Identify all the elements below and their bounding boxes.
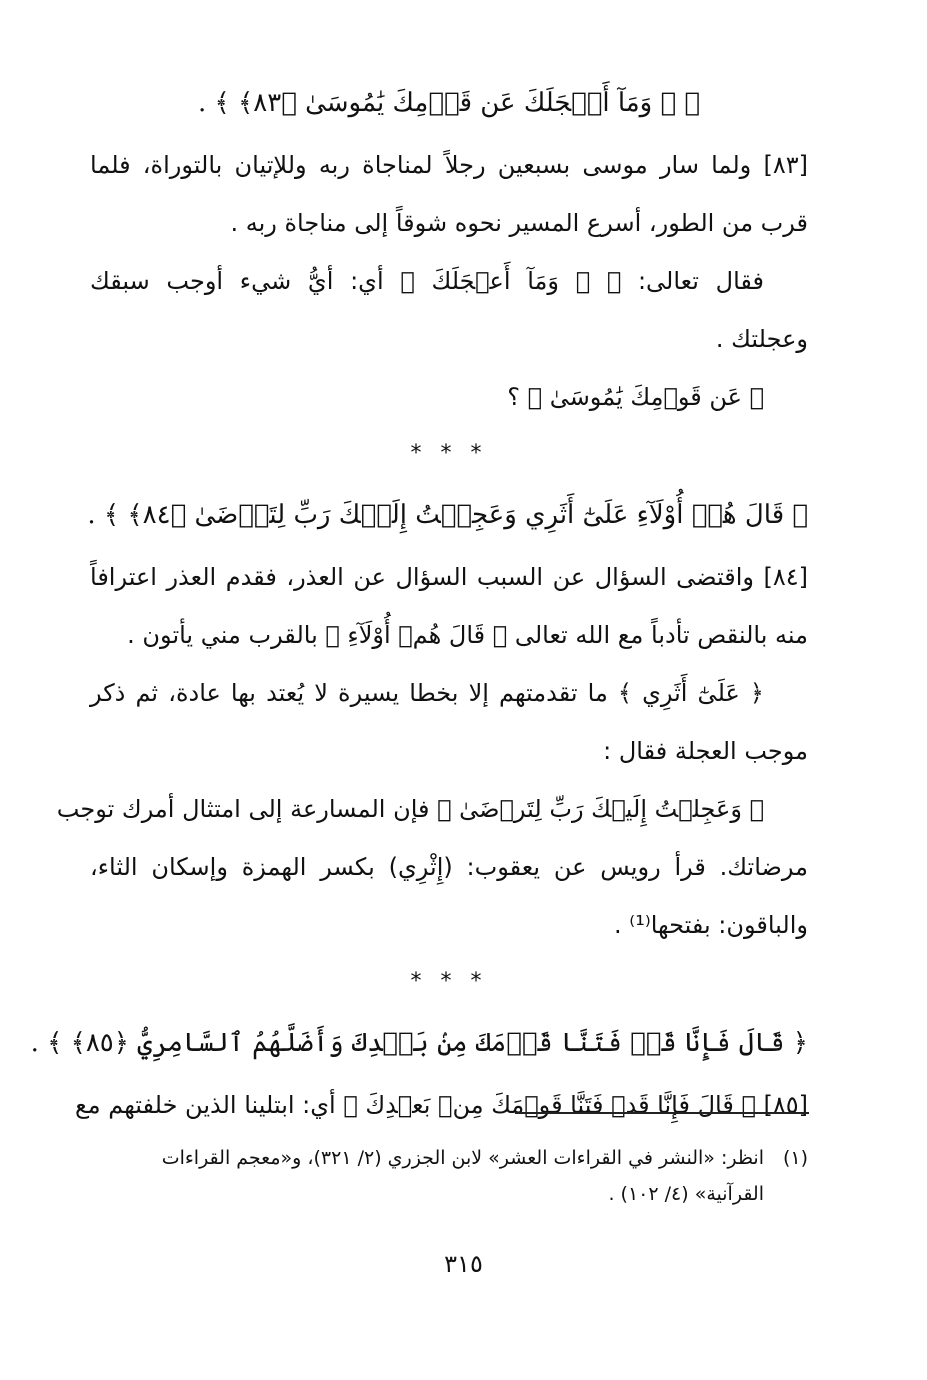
section-separator: * * * bbox=[410, 969, 488, 994]
footnote-number: (١) bbox=[782, 1147, 808, 1169]
footnote-text-1: انظر: «النشر في القراءات العشر» لابن الجزري (٢/ ٣٢١)، و«معجم القراءات bbox=[161, 1147, 764, 1169]
footnote-line-1 bbox=[90, 1140, 808, 1176]
verse-84: ﴿ قَالَ هُمۡ أُوْلَآءِ عَلَىٰٓ أَثَرِي وَعَجِلۡتُ إِلَيۡكَ رَبِّ لِتَرۡضَىٰ ﴿٨٤﴾ ﴾ . bbox=[87, 500, 808, 530]
commentary-85-line-1: [٨٥] ﴿ قَالَ فَإِنَّا قَدۡ فَتَنَّا قَوۡمَكَ مِنۢ بَعۡدِكَ ﴾ أي: ابتلينا الذين خلفتهم مع bbox=[74, 1091, 808, 1119]
commentary-84-line-2: منه بالنقص تأدباً مع الله تعالى ﴿ قَالَ هُمۡ أُوْلَآءِ ﴾ بالقرب مني يأتون . bbox=[127, 621, 808, 649]
verse-83: ﴿ ۞ وَمَآ أَعۡجَلَكَ عَن قَوۡمِكَ يَٰمُوسَىٰ ﴿٨٣﴾ ﴾ . bbox=[198, 88, 700, 118]
commentary-83-line-3: فقال تعالى: ﴿ ۞ وَمَآ أَعۡجَلَكَ ﴾ أي: أيُّ شيء أوجب سبقك bbox=[90, 267, 764, 295]
commentary-83-line-4: وعجلتك . bbox=[715, 325, 808, 353]
commentary-84-line-6: مرضاتك. قرأ رويس عن يعقوب: (إِثْرِي) بكسر الهمزة وإسكان الثاء، bbox=[90, 853, 808, 881]
commentary-84-line-4: موجب العجلة فقال : bbox=[603, 737, 808, 765]
commentary-84-line-7: والباقون: بفتحها⁽¹⁾ . bbox=[614, 911, 808, 939]
footnote-divider bbox=[515, 1112, 809, 1114]
page-body bbox=[30, 70, 808, 1134]
commentary-84-line-1: [٨٤] واقتضى السؤال عن السبب السؤال عن العذر، فقدم العذر اعترافاً bbox=[90, 563, 808, 591]
section-separator: * * * bbox=[410, 441, 488, 466]
commentary-83-line-1: [٨٣] ولما سار موسى بسبعين رجلاً لمناجاة ربه وللإتيان بالتوراة، فلما bbox=[90, 151, 808, 179]
page-number: ٣١٥ bbox=[444, 1250, 483, 1278]
commentary-83-line-5: ﴿ عَن قَوۡمِكَ يَٰمُوسَىٰ ﴾ ؟ bbox=[507, 383, 764, 411]
footnote-line-2: القرآنية» (٤/ ١٠٢) . bbox=[608, 1183, 764, 1205]
commentary-84-line-5: ﴿ وَعَجِلۡتُ إِلَيۡكَ رَبِّ لِتَرۡضَىٰ ﴾ فإن المسارعة إلى امتثال أمرك توجب bbox=[56, 795, 764, 823]
commentary-84-line-3: ﴿ عَلَىٰٓ أَثَرِي ﴾ ما تقدمتهم إلا بخطا يسيرة لا يُعتد بها عادة، ثم ذكر bbox=[90, 679, 764, 707]
footnote bbox=[90, 1140, 808, 1212]
verse-85: ﴿ قَالَ فَإِنَّا قَدۡ فَتَنَّا قَوۡمَكَ مِنۢ بَعۡدِكَ وَأَضَلَّهُمُ ٱلسَّامِرِيُّ ﴿٨٥﴾ ﴾ . bbox=[30, 1028, 808, 1058]
commentary-83-line-2: قرب من الطور، أسرع المسير نحوه شوقاً إلى مناجاة ربه . bbox=[230, 209, 808, 237]
